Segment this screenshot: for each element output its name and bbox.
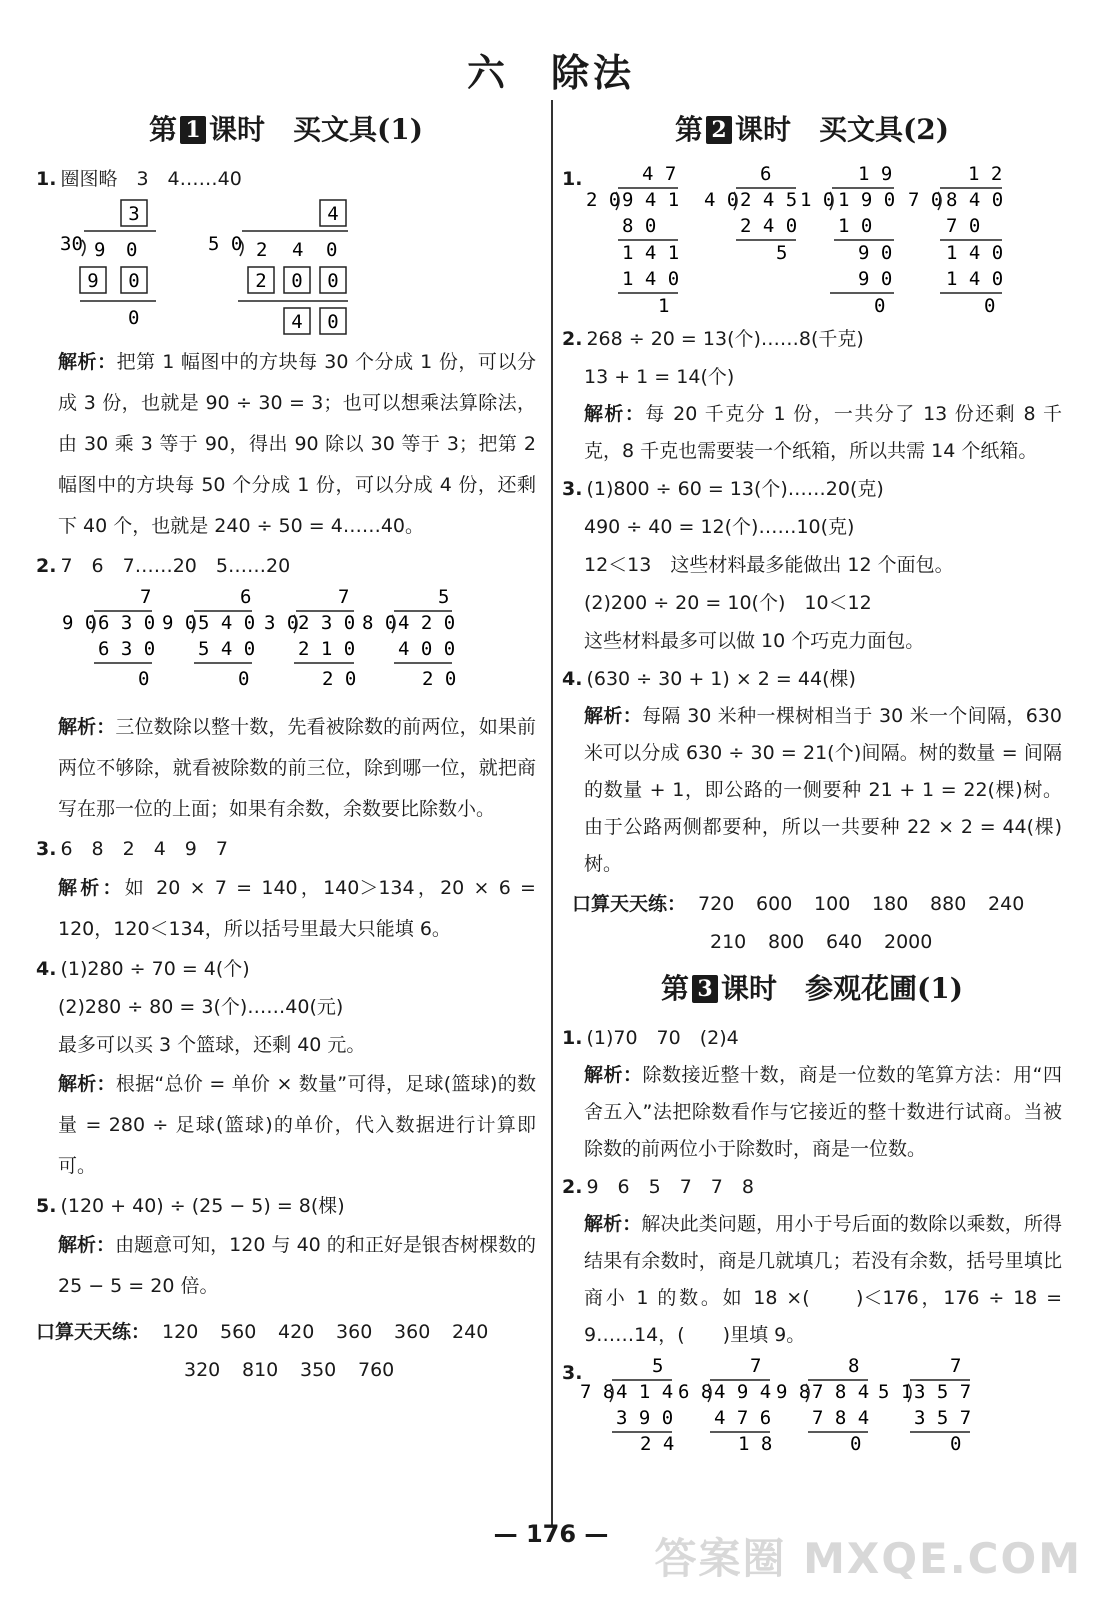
svg-text:9 0: 9 0 bbox=[858, 268, 893, 290]
svg-text:1 9 0: 1 9 0 bbox=[838, 189, 896, 211]
l1-kousuan: 口算天天练： 120 560 420 360 360 240 bbox=[36, 1321, 489, 1343]
l1-q1-division-figures bbox=[36, 198, 516, 338]
svg-text:30: 30 bbox=[60, 233, 83, 255]
svg-text:4 1 4: 4 1 4 bbox=[616, 1381, 674, 1403]
svg-text:0: 0 bbox=[874, 295, 886, 317]
svg-text:2 3 0: 2 3 0 bbox=[298, 612, 356, 634]
svg-text:2 4 5: 2 4 5 bbox=[740, 189, 798, 211]
svg-text:4 0: 4 0 bbox=[704, 189, 739, 211]
svg-text:0: 0 bbox=[128, 270, 140, 292]
svg-text:2 4 0: 2 4 0 bbox=[740, 215, 798, 237]
chapter-title: 六 除法 bbox=[466, 50, 635, 95]
l2-q1: 1. 4 7 2 0 9 4 1 8 0 1 4 1 1 4 0 1 6 4 0 2 4 5 2 4 0 5 1 9 1 0 1 9 0 1 0 9 0 9 0 0 1 2 7 0 8 4 0 7 0 1 4 0 1 4 0 0 bbox=[562, 160, 1062, 320]
svg-text:3 5 7: 3 5 7 bbox=[914, 1407, 972, 1429]
l1-q1: 1. 圈图略 3 4……40 bbox=[36, 168, 242, 190]
svg-text:0: 0 bbox=[950, 1433, 962, 1454]
svg-text:4: 4 bbox=[291, 311, 303, 333]
l2-q3-line4: (2)200 ÷ 20 = 10(个) 10＜12 bbox=[584, 592, 872, 614]
svg-text:9 8: 9 8 bbox=[776, 1381, 811, 1403]
svg-text:2 0: 2 0 bbox=[422, 668, 457, 690]
svg-text:5: 5 bbox=[438, 586, 450, 608]
svg-text:0: 0 bbox=[238, 668, 250, 690]
svg-text:0: 0 bbox=[138, 668, 150, 690]
l2-q4: 4. (630 ÷ 30 + 1) × 2 = 44(棵) bbox=[562, 668, 856, 690]
l2-q3: 3. (1)800 ÷ 60 = 13(个)……20(克) bbox=[562, 478, 884, 500]
lesson-1-title: 第 1 课时 买文具(1) bbox=[149, 113, 423, 146]
lesson-2-title: 第 2 课时 买文具(2) bbox=[675, 113, 949, 146]
svg-text:5 4 0: 5 4 0 bbox=[198, 612, 256, 634]
svg-text:1 0: 1 0 bbox=[800, 189, 835, 211]
svg-text:3 0: 3 0 bbox=[264, 612, 299, 634]
svg-text:4 9 4: 4 9 4 bbox=[714, 1381, 772, 1403]
svg-text:7 8 4: 7 8 4 bbox=[812, 1407, 870, 1429]
l1-q3-analysis: 解析：如 20 × 7 = 140，140＞134，20 × 6 = 120，120＜134，所以括号里最大只能填 6。 bbox=[58, 877, 536, 940]
svg-text:9 0: 9 0 bbox=[162, 612, 197, 634]
svg-text:7: 7 bbox=[338, 586, 350, 608]
l3-q3: 3. 5 7 8 4 1 4 3 9 0 2 4 7 6 8 4 9 4 4 7 6 1 8 8 9 8 7 8 4 7 8 4 0 7 5 1 3 5 7 3 5 7 0 bbox=[562, 1354, 1062, 1454]
svg-text:1 2: 1 2 bbox=[968, 163, 1003, 185]
svg-text:0: 0 bbox=[984, 295, 996, 317]
svg-text:0: 0 bbox=[126, 239, 138, 261]
l1-q5: 5. (120 + 40) ÷ (25 − 5) = 8(棵) bbox=[36, 1195, 345, 1217]
svg-text:9 0: 9 0 bbox=[858, 242, 893, 264]
svg-text:3: 3 bbox=[128, 203, 140, 225]
svg-text:5 4 0: 5 4 0 bbox=[198, 638, 256, 660]
svg-text:1: 1 bbox=[658, 295, 670, 317]
svg-text:6: 6 bbox=[240, 586, 252, 608]
svg-text:2 1 0: 2 1 0 bbox=[298, 638, 356, 660]
l2-q4-analysis: 解析：每隔 30 米种一棵树相当于 30 米一个间隔，630 米可以分成 630 ÷ 30 = 21(个)间隔。树的数量 = 间隔的数量 + 1，即公路的一侧要种 21 + 1 = 22(棵)树。由于公路两侧都要种，所以一共要种 22 × 2 = 44(棵)树。 bbox=[584, 705, 1062, 875]
l2-q3-line5: 这些材料最多可以做 10 个巧克力面包。 bbox=[584, 630, 925, 652]
l3-q3-division-figures bbox=[580, 1354, 1070, 1454]
svg-text:1 0: 1 0 bbox=[838, 215, 873, 237]
svg-text:9: 9 bbox=[87, 270, 99, 292]
l1-q2-analysis: 解析：三位数除以整十数，先看被除数的前两位，如果前两位不够除，就看被除数的前三位，除到哪一位，就把商写在那一位的上面；如果有余数，余数要比除数小。 bbox=[58, 716, 536, 820]
l2-q3-line3: 12＜13 这些材料最多能做出 12 个面包。 bbox=[584, 554, 954, 576]
svg-text:1 9: 1 9 bbox=[858, 163, 893, 185]
svg-text:3 5 7: 3 5 7 bbox=[914, 1381, 972, 1403]
l1-q4-line3: 最多可以买 3 个篮球，还剩 40 元。 bbox=[58, 1034, 366, 1056]
l3-q2-analysis: 解析：解决此类问题，用小于号后面的数除以乘数，所得结果有余数时，商是几就填几；若没有余数，括号里填比商小 1 的数。如 18 ×( )＜176，176 ÷ 18 = 9……14，( )里填 9。 bbox=[584, 1213, 1062, 1346]
svg-text:6 3 0: 6 3 0 bbox=[98, 612, 156, 634]
l1-kousuan-row2: 320 810 350 760 bbox=[184, 1359, 395, 1381]
l2-q3-line2: 490 ÷ 40 = 12(个)……10(克) bbox=[584, 516, 855, 538]
svg-text:5 1: 5 1 bbox=[878, 1381, 913, 1403]
svg-text:4 2 0: 4 2 0 bbox=[398, 612, 456, 634]
l1-q4-analysis: 解析：根据“总价 = 单价 × 数量”可得，足球(篮球)的数量 = 280 ÷ 足球(篮球)的单价，代入数据进行计算即可。 bbox=[58, 1073, 536, 1177]
watermark-logo: 答案圈 MXQE.COM bbox=[654, 1534, 1082, 1583]
l3-q2: 2. 9 6 5 7 7 8 bbox=[562, 1176, 754, 1198]
svg-text:4 7: 4 7 bbox=[642, 163, 677, 185]
svg-text:5: 5 bbox=[652, 1355, 664, 1377]
svg-text:8 4 0: 8 4 0 bbox=[946, 189, 1004, 211]
svg-text:2 4: 2 4 bbox=[640, 1433, 675, 1454]
svg-text:8 0: 8 0 bbox=[362, 612, 397, 634]
l2-q1-division-figures bbox=[582, 160, 1072, 320]
right-column bbox=[562, 108, 1062, 1454]
svg-text:0: 0 bbox=[327, 311, 339, 333]
svg-text:7 0: 7 0 bbox=[946, 215, 981, 237]
svg-text:7: 7 bbox=[950, 1355, 962, 1377]
svg-text:4: 4 bbox=[292, 239, 304, 261]
svg-text:0: 0 bbox=[291, 270, 303, 292]
svg-text:9: 9 bbox=[94, 239, 106, 261]
l2-kousuan-row2: 210 800 640 2000 bbox=[710, 931, 933, 953]
l1-q3: 3. 6 8 2 4 9 7 bbox=[36, 838, 228, 860]
svg-text:2 0: 2 0 bbox=[586, 189, 621, 211]
svg-text:1 8: 1 8 bbox=[738, 1433, 773, 1454]
svg-text:7 8 4: 7 8 4 bbox=[812, 1381, 870, 1403]
lesson-3-title: 第 3 课时 参观花圃(1) bbox=[661, 972, 963, 1005]
svg-text:6: 6 bbox=[760, 163, 772, 185]
svg-text:4 0 0: 4 0 0 bbox=[398, 638, 456, 660]
svg-text:2: 2 bbox=[255, 270, 267, 292]
svg-text:3 9 0: 3 9 0 bbox=[616, 1407, 674, 1429]
svg-text:6 8: 6 8 bbox=[678, 1381, 713, 1403]
page-number: — 176 — bbox=[493, 1520, 609, 1548]
column-divider bbox=[551, 100, 553, 1525]
svg-text:0: 0 bbox=[850, 1433, 862, 1454]
svg-text:7 8: 7 8 bbox=[580, 1381, 615, 1403]
l1-q4-line2: (2)280 ÷ 80 = 3(个)……40(元) bbox=[58, 996, 344, 1018]
svg-text:1 4 0: 1 4 0 bbox=[946, 242, 1004, 264]
svg-text:1 4 0: 1 4 0 bbox=[622, 268, 680, 290]
svg-text:0: 0 bbox=[326, 239, 338, 261]
l3-q1-analysis: 解析：除数接近整十数，商是一位数的笔算方法：用“四舍五入”法把除数看作与它接近的整十数进行试商。当被除数的前两位小于除数时，商是一位数。 bbox=[584, 1064, 1062, 1160]
svg-text:7: 7 bbox=[140, 586, 152, 608]
svg-text:0: 0 bbox=[128, 307, 140, 329]
svg-text:7 0: 7 0 bbox=[908, 189, 943, 211]
svg-text:9 0: 9 0 bbox=[62, 612, 97, 634]
svg-text:1 4 1: 1 4 1 bbox=[622, 242, 680, 264]
left-column bbox=[36, 108, 536, 1389]
l2-q2: 2. 268 ÷ 20 = 13(个)……8(千克) bbox=[562, 328, 864, 350]
svg-text:4: 4 bbox=[327, 203, 339, 225]
l1-q4: 4. (1)280 ÷ 70 = 4(个) bbox=[36, 958, 250, 980]
l1-q5-analysis: 解析：由题意可知，120 与 40 的和正好是银杏树棵数的 25 − 5 = 20 倍。 bbox=[58, 1234, 536, 1297]
l1-q1-analysis: 解析：把第 1 幅图中的方块每 30 个分成 1 份，可以分成 3 份，也就是 90 ÷ 30 = 3；也可以想乘法算除法，由 30 乘 3 等于 90，得出 90 除以 30 等于 3；把第 2 幅图中的方块每 50 个分成 1 份，可以分成 4 份，还剩下 40 个，也就是 240 ÷ 50 = 4……40。 bbox=[58, 351, 536, 537]
svg-text:2: 2 bbox=[256, 239, 268, 261]
svg-text:2 0: 2 0 bbox=[322, 668, 357, 690]
l1-q2: 2. 7 6 7……20 5……20 bbox=[36, 555, 291, 577]
svg-text:7: 7 bbox=[750, 1355, 762, 1377]
l2-q2-analysis: 解析：每 20 千克分 1 份，一共分了 13 份还剩 8 千克，8 千克也需要装一个纸箱，所以共需 14 个纸箱。 bbox=[584, 403, 1062, 462]
svg-text:9 4 1: 9 4 1 bbox=[622, 189, 680, 211]
l2-kousuan: 口算天天练： 720 600 100 180 880 240 bbox=[572, 893, 1025, 915]
l1-q2-division-figures bbox=[36, 585, 516, 703]
svg-text:4 7 6: 4 7 6 bbox=[714, 1407, 772, 1429]
svg-text:0: 0 bbox=[327, 270, 339, 292]
l3-q1: 1. (1)70 70 (2)4 bbox=[562, 1027, 739, 1049]
svg-text:5: 5 bbox=[776, 242, 788, 264]
svg-text:8 0: 8 0 bbox=[622, 215, 657, 237]
l2-q2-line2: 13 + 1 = 14(个) bbox=[584, 366, 735, 388]
svg-text:6 3 0: 6 3 0 bbox=[98, 638, 156, 660]
svg-text:8: 8 bbox=[848, 1355, 860, 1377]
svg-text:1 4 0: 1 4 0 bbox=[946, 268, 1004, 290]
svg-text:5 0: 5 0 bbox=[208, 233, 243, 255]
